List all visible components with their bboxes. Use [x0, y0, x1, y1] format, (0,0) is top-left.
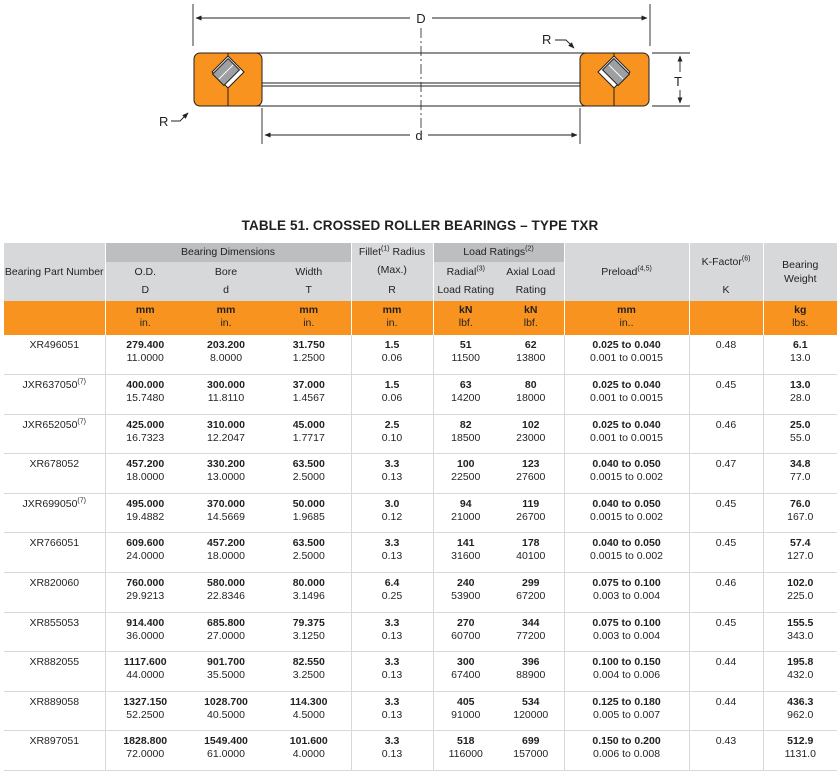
table-body [4, 335, 837, 771]
width-cell: 45.000 1.7717 [267, 414, 351, 454]
axial-load-cell: 534 120000 [498, 691, 564, 731]
label-R-bottom: R [159, 114, 169, 129]
part-number-cell: JXR637050$^{(7)}$ [4, 375, 105, 415]
units-k [689, 301, 763, 335]
preload-cell: 0.025 to 0.040 0.001 to 0.0015 [564, 375, 689, 415]
header-bore-symbol: d [185, 282, 267, 301]
radial-load-cell: 270 60700 [433, 612, 498, 652]
weight-cell: 436.3 962.0 [763, 691, 837, 731]
label-D: D [416, 11, 426, 26]
table-title: TABLE 51. CROSSED ROLLER BEARINGS – TYPE TXR [241, 218, 599, 233]
units-part [4, 301, 105, 335]
axial-load-cell: 344 77200 [498, 612, 564, 652]
preload-cell: 0.040 to 0.050 0.0015 to 0.002 [564, 454, 689, 494]
bore-cell: 310.000 12.2047 [185, 414, 267, 454]
table-row [4, 493, 837, 533]
preload-cell: 0.025 to 0.040 0.001 to 0.0015 [564, 414, 689, 454]
fillet-radius-cell: 3.3 0.13 [351, 454, 433, 494]
preload-cell: 0.100 to 0.150 0.004 to 0.006 [564, 652, 689, 692]
od-cell: 1327.150 52.2500 [105, 691, 185, 731]
header-k-symbol: K [689, 282, 763, 301]
units-radial: kN lbf. [433, 301, 498, 335]
axial-load-cell: 123 27600 [498, 454, 564, 494]
table-row [4, 731, 837, 771]
header-radial: Radial$^{(3)}$ [433, 262, 498, 282]
width-cell: 82.550 3.2500 [267, 652, 351, 692]
radial-load-cell: 300 67400 [433, 652, 498, 692]
weight-cell: 512.9 1131.0 [763, 731, 837, 771]
header-od: O.D. [105, 262, 185, 282]
od-cell: 279.400 11.0000 [105, 335, 185, 375]
weight-cell: 155.5 343.0 [763, 612, 837, 652]
k-factor-cell: 0.45 [689, 493, 763, 533]
table-row [4, 691, 837, 731]
bore-cell: 1549.400 61.0000 [185, 731, 267, 771]
header-od-symbol: D [105, 282, 185, 301]
header-axial-line2: Rating [498, 282, 564, 301]
units-axial: kN lbf. [498, 301, 564, 335]
table-row [4, 533, 837, 573]
fillet-radius-cell: 3.3 0.13 [351, 652, 433, 692]
radial-load-cell: 94 21000 [433, 493, 498, 533]
weight-cell: 13.0 28.0 [763, 375, 837, 415]
part-number-cell: JXR699050$^{(7)}$ [4, 493, 105, 533]
header-fillet-radius: Fillet$^{(1)}$ Radius [351, 243, 433, 262]
table-row [4, 454, 837, 494]
part-number-cell: XR820060 [4, 573, 105, 613]
axial-load-cell: 699 157000 [498, 731, 564, 771]
fillet-radius-cell: 3.0 0.12 [351, 493, 433, 533]
k-factor-cell: 0.43 [689, 731, 763, 771]
header-fillet-symbol: R [351, 282, 433, 301]
right-ring-section [580, 53, 649, 106]
width-cell: 37.000 1.4567 [267, 375, 351, 415]
radial-load-cell: 63 14200 [433, 375, 498, 415]
table-row [4, 652, 837, 692]
part-number-cell: JXR652050$^{(7)}$ [4, 414, 105, 454]
bore-cell: 685.800 27.0000 [185, 612, 267, 652]
radial-load-cell: 240 53900 [433, 573, 498, 613]
weight-cell: 25.0 55.0 [763, 414, 837, 454]
bore-cell: 1028.700 40.5000 [185, 691, 267, 731]
preload-cell: 0.150 to 0.200 0.006 to 0.008 [564, 731, 689, 771]
part-number-cell: XR882055 [4, 652, 105, 692]
units-bore: mm in. [185, 301, 267, 335]
table-row [4, 612, 837, 652]
bearings-table [4, 243, 837, 771]
od-cell: 400.000 15.7480 [105, 375, 185, 415]
od-cell: 914.400 36.0000 [105, 612, 185, 652]
part-number-cell: XR496051 [4, 335, 105, 375]
radial-load-cell: 82 18500 [433, 414, 498, 454]
fillet-radius-cell: 3.3 0.13 [351, 533, 433, 573]
header-k-factor: K-Factor$^{(6)}$ [689, 243, 763, 282]
width-cell: 63.500 2.5000 [267, 533, 351, 573]
width-cell: 50.000 1.9685 [267, 493, 351, 533]
width-cell: 80.000 3.1496 [267, 573, 351, 613]
fillet-radius-cell: 3.3 0.13 [351, 731, 433, 771]
k-factor-cell: 0.44 [689, 652, 763, 692]
header-width: Width [267, 262, 351, 282]
header-bearing-part-number: Bearing Part Number [4, 243, 105, 301]
od-cell: 1828.800 72.0000 [105, 731, 185, 771]
od-cell: 425.000 16.7323 [105, 414, 185, 454]
od-cell: 457.200 18.0000 [105, 454, 185, 494]
part-number-cell: XR889058 [4, 691, 105, 731]
k-factor-cell: 0.45 [689, 612, 763, 652]
bore-cell: 203.200 8.0000 [185, 335, 267, 375]
header-bore: Bore [185, 262, 267, 282]
bore-cell: 580.000 22.8346 [185, 573, 267, 613]
units-weight: kg lbs. [763, 301, 837, 335]
label-R-top: R [542, 32, 552, 47]
bore-cell: 330.200 13.0000 [185, 454, 267, 494]
table-row [4, 335, 837, 375]
width-cell: 79.375 3.1250 [267, 612, 351, 652]
k-factor-cell: 0.46 [689, 414, 763, 454]
fillet-radius-cell: 6.4 0.25 [351, 573, 433, 613]
weight-cell: 76.0 167.0 [763, 493, 837, 533]
fillet-radius-cell: 1.5 0.06 [351, 375, 433, 415]
part-number-cell: XR897051 [4, 731, 105, 771]
weight-cell: 57.4 127.0 [763, 533, 837, 573]
preload-cell: 0.075 to 0.100 0.003 to 0.004 [564, 573, 689, 613]
k-factor-cell: 0.45 [689, 375, 763, 415]
axial-load-cell: 102 23000 [498, 414, 564, 454]
radial-load-cell: 100 22500 [433, 454, 498, 494]
width-cell: 31.750 1.2500 [267, 335, 351, 375]
weight-cell: 102.0 225.0 [763, 573, 837, 613]
radial-load-cell: 518 116000 [433, 731, 498, 771]
weight-cell: 34.8 77.0 [763, 454, 837, 494]
table-row [4, 375, 837, 415]
bore-cell: 901.700 35.5000 [185, 652, 267, 692]
units-fillet: mm in. [351, 301, 433, 335]
axial-load-cell: 178 40100 [498, 533, 564, 573]
k-factor-cell: 0.45 [689, 533, 763, 573]
part-number-cell: XR678052 [4, 454, 105, 494]
axial-load-cell: 396 88900 [498, 652, 564, 692]
header-radial-line2: Load Rating [433, 282, 498, 301]
radial-load-cell: 405 91000 [433, 691, 498, 731]
preload-cell: 0.125 to 0.180 0.005 to 0.007 [564, 691, 689, 731]
bore-cell: 370.000 14.5669 [185, 493, 267, 533]
bore-cell: 457.200 18.0000 [185, 533, 267, 573]
table-row [4, 573, 837, 613]
axial-load-cell: 299 67200 [498, 573, 564, 613]
k-factor-cell: 0.46 [689, 573, 763, 613]
label-T: T [674, 74, 682, 89]
header-bearing-weight: Bearing Weight [763, 243, 837, 301]
od-cell: 760.000 29.9213 [105, 573, 185, 613]
header-load-ratings: Load Ratings$^{(2)}$ [433, 243, 564, 262]
bearing-cross-section-diagram [0, 0, 840, 200]
preload-cell: 0.040 to 0.050 0.0015 to 0.002 [564, 533, 689, 573]
fillet-radius-cell: 3.3 0.13 [351, 691, 433, 731]
k-factor-cell: 0.47 [689, 454, 763, 494]
width-cell: 63.500 2.5000 [267, 454, 351, 494]
width-cell: 114.300 4.5000 [267, 691, 351, 731]
radial-load-cell: 141 31600 [433, 533, 498, 573]
od-cell: 609.600 24.0000 [105, 533, 185, 573]
bore-cell: 300.000 11.8110 [185, 375, 267, 415]
k-factor-cell: 0.48 [689, 335, 763, 375]
header-width-symbol: T [267, 282, 351, 301]
fillet-radius-cell: 1.5 0.06 [351, 335, 433, 375]
units-width: mm in. [267, 301, 351, 335]
axial-load-cell: 62 13800 [498, 335, 564, 375]
preload-cell: 0.040 to 0.050 0.0015 to 0.002 [564, 493, 689, 533]
od-cell: 495.000 19.4882 [105, 493, 185, 533]
weight-cell: 6.1 13.0 [763, 335, 837, 375]
left-ring-section [194, 53, 262, 106]
axial-load-cell: 119 26700 [498, 493, 564, 533]
header-max: (Max.) [351, 262, 433, 282]
k-factor-cell: 0.44 [689, 691, 763, 731]
weight-cell: 195.8 432.0 [763, 652, 837, 692]
preload-cell: 0.025 to 0.040 0.001 to 0.0015 [564, 335, 689, 375]
units-od: mm in. [105, 301, 185, 335]
table-row [4, 414, 837, 454]
fillet-radius-cell: 3.3 0.13 [351, 612, 433, 652]
units-preload: mm in.. [564, 301, 689, 335]
width-cell: 101.600 4.0000 [267, 731, 351, 771]
preload-cell: 0.075 to 0.100 0.003 to 0.004 [564, 612, 689, 652]
header-bearing-dimensions: Bearing Dimensions [105, 243, 351, 262]
part-number-cell: XR855053 [4, 612, 105, 652]
part-number-cell: XR766051 [4, 533, 105, 573]
header-preload: Preload$^{(4,5)}$ [564, 243, 689, 301]
od-cell: 1117.600 44.0000 [105, 652, 185, 692]
label-d: d [415, 128, 423, 143]
radial-load-cell: 51 11500 [433, 335, 498, 375]
header-axial: Axial Load [498, 262, 564, 282]
axial-load-cell: 80 18000 [498, 375, 564, 415]
fillet-radius-cell: 2.5 0.10 [351, 414, 433, 454]
